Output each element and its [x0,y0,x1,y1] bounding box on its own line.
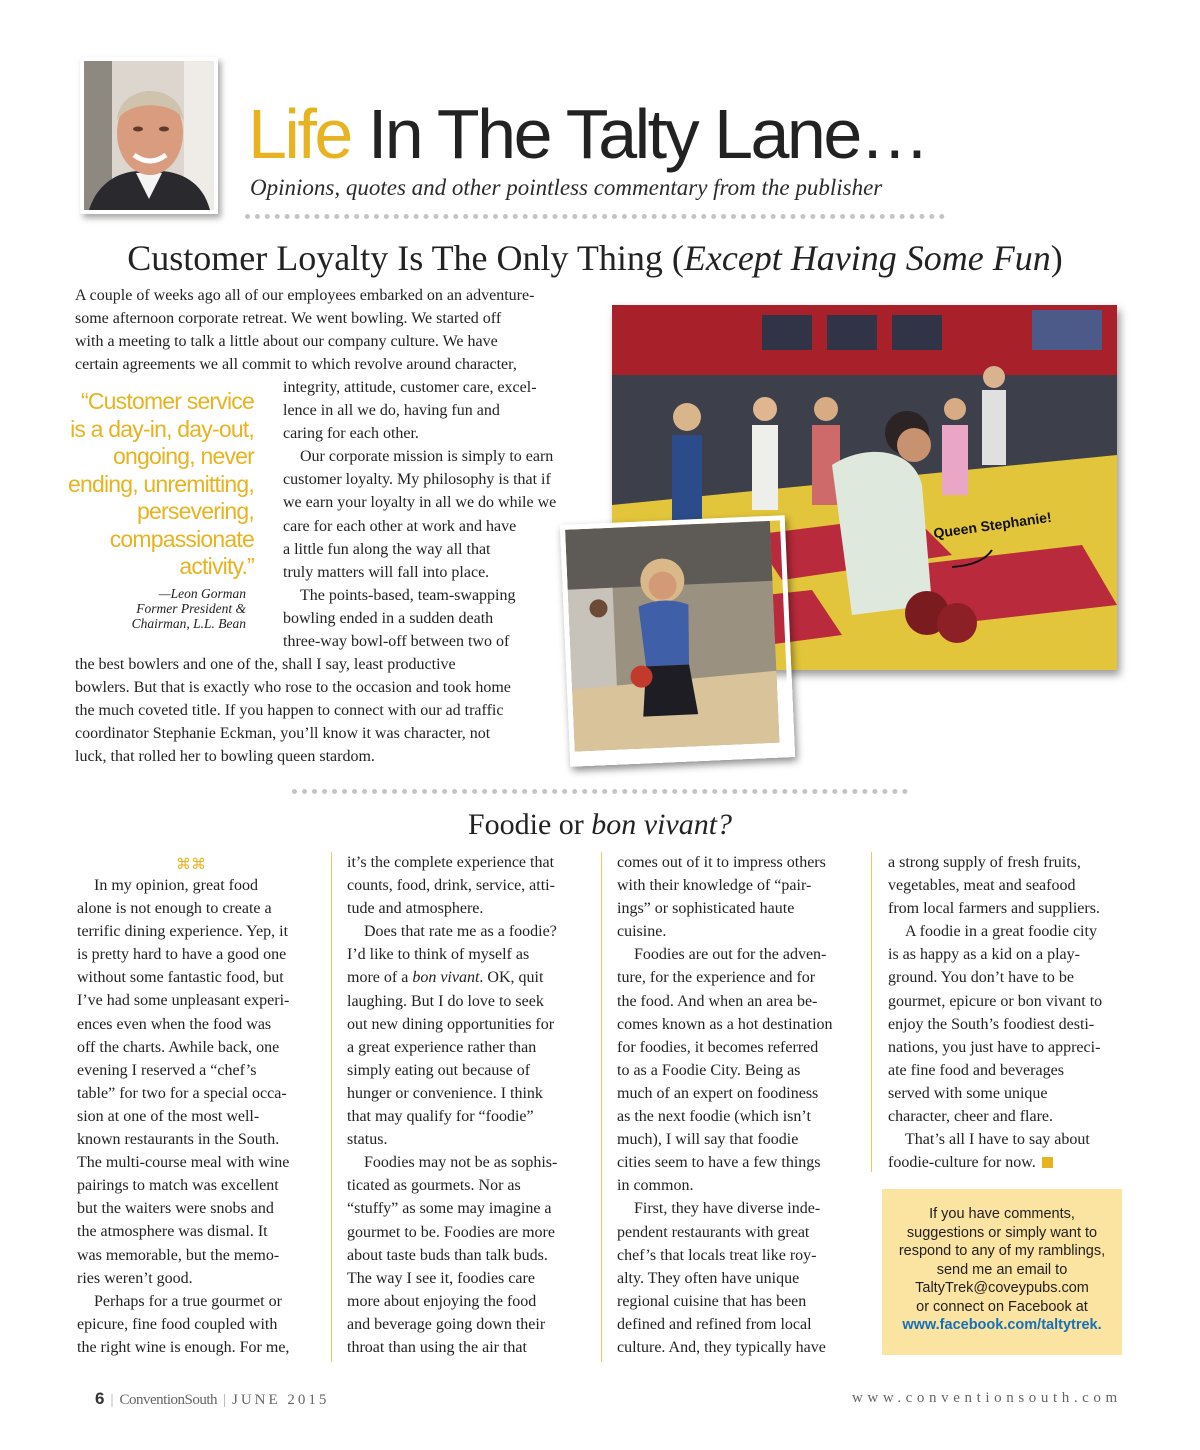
text-line: and beverage going down their [347,1315,546,1333]
text-line: gourmet, epicure or bon vivant to [888,992,1103,1010]
article1-text-top [75,284,534,376]
text-line: terrific dining experience. Yep, it [77,923,289,941]
text-line: ences even when the food was [77,1015,272,1033]
text-line: the much coveted title. If you happen to connect with our ad traffic [75,702,504,720]
text-line: care for each other at work and have [283,517,517,535]
text-line: culture. And, they typically have [617,1338,826,1356]
text-line: is as happy as a kid on a play- [888,946,1080,964]
text-line: more of a bon vivant. OK, quit [347,969,544,987]
text-line: alty. They often have unique [617,1269,800,1287]
text-line: cuisine. [617,923,667,941]
text-line: gourmet to be. Foodies are more [347,1223,555,1241]
pull-quote-attribution [100,586,246,631]
column-rule [601,852,602,1362]
text-line: luck, that rolled her to bowling queen stardom. [75,748,375,766]
text-line: that may qualify for “foodie” [347,1108,534,1126]
article1-text-middle [283,376,556,653]
text-line: Our corporate mission is simply to earn [300,448,554,466]
text-line: nations, you just have to appreci- [888,1038,1101,1056]
text-line: to as a Foodie City. Being as [617,1061,801,1079]
text-line: Perhaps for a true gourmet or [94,1292,282,1310]
text-line: much), I will say that foodie [617,1131,799,1149]
text-line: much of an expert on foodiness [617,1084,819,1102]
text-line: defined and refined from local [617,1315,812,1333]
publisher-portrait [80,57,218,214]
article2-column-2 [347,851,557,1359]
text-line: table” for two for a special occa- [77,1084,287,1102]
text-line: ground. You don’t have to be [888,969,1074,987]
text-line: chef’s that locals treat like roy- [617,1246,817,1264]
text-line: I’d like to think of myself as [347,946,530,964]
text-line: for foodies, it becomes referred [617,1038,819,1056]
text-line: caring for each other. [283,425,419,443]
text-line: a little fun along the way all that [283,540,491,558]
text-line: was memorable, but the memo- [77,1246,280,1264]
text-line: hunger or convenience. I think [347,1084,543,1102]
pull-quote [60,388,254,581]
article2-headline-italic: bon vivant? [591,808,733,841]
attribution-line: Former President & [136,601,246,616]
text-line: as the next foodie (which isn’t [617,1108,811,1126]
article1-headline [0,237,1190,279]
text-line: the best bowlers and one of the, shall I say, least productive [75,656,456,673]
text-line: A foodie in a great foodie city [905,923,1097,941]
text-line: integrity, attitude, customer care, excel- [283,379,537,396]
text-line: with a meeting to talk a little about our company culture. We have [75,333,498,351]
text-line: three-way bowl-off between two of [283,633,510,651]
text-line: bowlers. But that is exactly who rose to the occasion and took home [75,679,511,697]
article2-headline [0,808,1200,842]
text-line: First, they have diverse inde- [634,1200,821,1218]
text-line: ticated as gourmets. Nor as [347,1177,521,1195]
text-line: regional cuisine that has been [617,1292,807,1310]
article1-headline-main: Customer Loyalty Is The Only Thing ( [127,238,684,278]
text-line: known restaurants in the South. [77,1131,280,1149]
text-line: That’s all I have to say about [905,1131,1090,1149]
pull-quote-line: activity.” [179,553,254,579]
article1-headline-close: ) [1050,238,1063,278]
email-address[interactable]: TaltyTrek@coveypubs.com [915,1280,1089,1296]
column-rule [331,852,332,1362]
text-line: “stuffy” as some may imagine a [347,1200,552,1218]
footer-separator: | [223,1392,227,1408]
article2-headline-main: Foodie or [467,808,592,841]
text-line: I’ve had some unpleasant experi- [77,992,290,1010]
comments-line: or connect on Facebook at [916,1298,1088,1315]
text-line: certain agreements we all commit to which revolve around character, [75,356,517,374]
text-line: comes known as a hot destination [617,1015,833,1033]
text-line: tude and atmosphere. [347,900,484,918]
text-line: off the charts. Awhile back, one [77,1038,280,1056]
article2-column-3 [617,851,833,1359]
text-line: more about enjoying the food [347,1292,537,1310]
text-line: In my opinion, great food [94,877,258,894]
text-line: character, cheer and flare. [888,1108,1054,1126]
text-line: lence in all we do, having fun and [283,402,500,420]
text-line: a strong supply of fresh fruits, [888,854,1081,871]
comments-line: suggestions or simply want to [906,1224,1098,1241]
text-line: Foodies are out for the adven- [634,946,827,964]
header-divider [245,214,945,219]
comments-line: respond to any of my ramblings, [898,1243,1106,1259]
text-line: out new dining opportunities for [347,1015,555,1033]
text-line: is pretty hard to have a good one [77,946,287,964]
text-line: cities seem to have a few things [617,1154,821,1172]
section-divider [292,789,908,794]
article2-column-4 [888,851,1102,1174]
text-line: A couple of weeks ago all of our employees embarked on an adventure- [75,287,535,304]
footer-publication [95,1389,329,1409]
text-line: bowling ended in a sudden death [283,609,494,627]
text-line: a great experience rather than [347,1038,537,1056]
text-line: sion at one of the most well- [77,1107,260,1125]
italic-phrase: bon vivant [412,969,480,987]
attribution-line: Chairman, L.L. Bean [131,616,246,631]
text-line: with their knowledge of “pair- [617,877,812,895]
article2-column-1 [77,874,289,1359]
text-line: Does that rate me as a foodie? [364,923,557,941]
pull-quote-line: ending, unremitting, [67,470,254,497]
text-line: ings” or sophisticated haute [617,900,795,918]
text-line: counts, food, drink, service, atti- [347,877,555,895]
ornament: ⌘⌘ [176,857,206,873]
bowler-inset-photo [560,515,795,767]
issue-date: JUNE 2015 [232,1392,330,1408]
text-line: but the waiters were snobs and [77,1200,274,1218]
footer-website[interactable]: www.conventionsouth.com [852,1390,1122,1406]
text-line: alone is not enough to create a [77,900,272,918]
comments-box [882,1189,1122,1355]
text-line: enjoy the South’s foodiest desti- [888,1015,1095,1033]
text-line: The way I see it, foodies care [347,1269,535,1287]
facebook-link[interactable]: www.facebook.com/taltytrek. [902,1317,1102,1333]
attribution-line: —Leon Gorman [158,586,246,601]
column-rule [871,852,872,1172]
column-subtitle: Opinions, quotes and other pointless commentary from the publisher [250,175,883,200]
text-line: ate fine food and beverages [888,1061,1064,1079]
pull-quote-line: “Customer service [81,388,254,414]
text-line: about taste buds than talk buds. [347,1246,548,1264]
text-line: throat than using the air that [347,1338,527,1356]
comments-line: send me an email to [936,1261,1068,1278]
text-line: vegetables, meat and seafood [888,877,1076,895]
pull-quote-line: is a day-in, day-out, [70,415,254,442]
text-line: the right wine is enough. For me, [77,1338,290,1356]
text-line: The multi-course meal with wine [77,1154,290,1172]
text-line: truly matters will fall into place. [283,563,490,581]
text-line: served with some unique [888,1084,1048,1102]
text-line: the food. And when an area be- [617,992,818,1010]
column-title-rest: In The Talty Lane… [350,95,928,173]
column-title [248,94,927,174]
pull-quote-line: ongoing, never [113,443,254,469]
text-line: some afternoon corporate retreat. We went bowling. We started off [75,310,502,328]
bowler-illustration [565,521,779,752]
pull-quote-line: compassionate [109,525,254,552]
text-line: from local farmers and suppliers. [888,900,1100,918]
text-line: we earn your loyalty in all we do while we [283,494,557,512]
text-line: status. [347,1131,388,1149]
portrait-illustration [84,61,214,210]
text-line: evening I reserved a “chef’s [77,1061,257,1079]
article1-text-bottom [75,653,511,768]
text-line: simply eating out because of [347,1061,531,1079]
text-line: ries weren’t good. [77,1269,193,1287]
text-line-content: foodie-culture for now. [888,1154,1036,1172]
text-line: customer loyalty. My philosophy is that if [283,471,551,489]
text-line: Foodies may not be as sophis- [364,1154,558,1172]
photo-caption: Queen Stephanie! [932,508,1053,542]
text-line: ture, for the experience and for [617,969,816,987]
pull-quote-line: persevering, [137,498,254,524]
magazine-name: ConventionSouth [119,1392,217,1408]
column-title-accent: Life [248,95,351,173]
text-line: pairings to match was excellent [77,1177,279,1195]
page-number: 6 [95,1389,105,1408]
footer-separator: | [110,1392,114,1408]
end-mark-icon [1042,1157,1053,1168]
text-line: the atmosphere was dismal. It [77,1223,268,1241]
text-line: it’s the complete experience that [347,854,555,871]
text-line [888,1151,1102,1174]
comments-line: If you have comments, [929,1206,1075,1222]
text-line: in common. [617,1177,694,1195]
text-line: epicure, fine food coupled with [77,1315,278,1333]
text-line: The points-based, team-swapping [300,586,516,604]
article1-headline-italic: Except Having Some Fun [683,238,1051,278]
text-line: laughing. But I do love to seek [347,992,544,1010]
text-line: comes out of it to impress others [617,854,826,871]
text-line: coordinator Stephanie Eckman, you’ll know it was character, not [75,725,491,743]
text-line: pendent restaurants with great [617,1223,810,1241]
text-line: without some fantastic food, but [77,969,284,987]
